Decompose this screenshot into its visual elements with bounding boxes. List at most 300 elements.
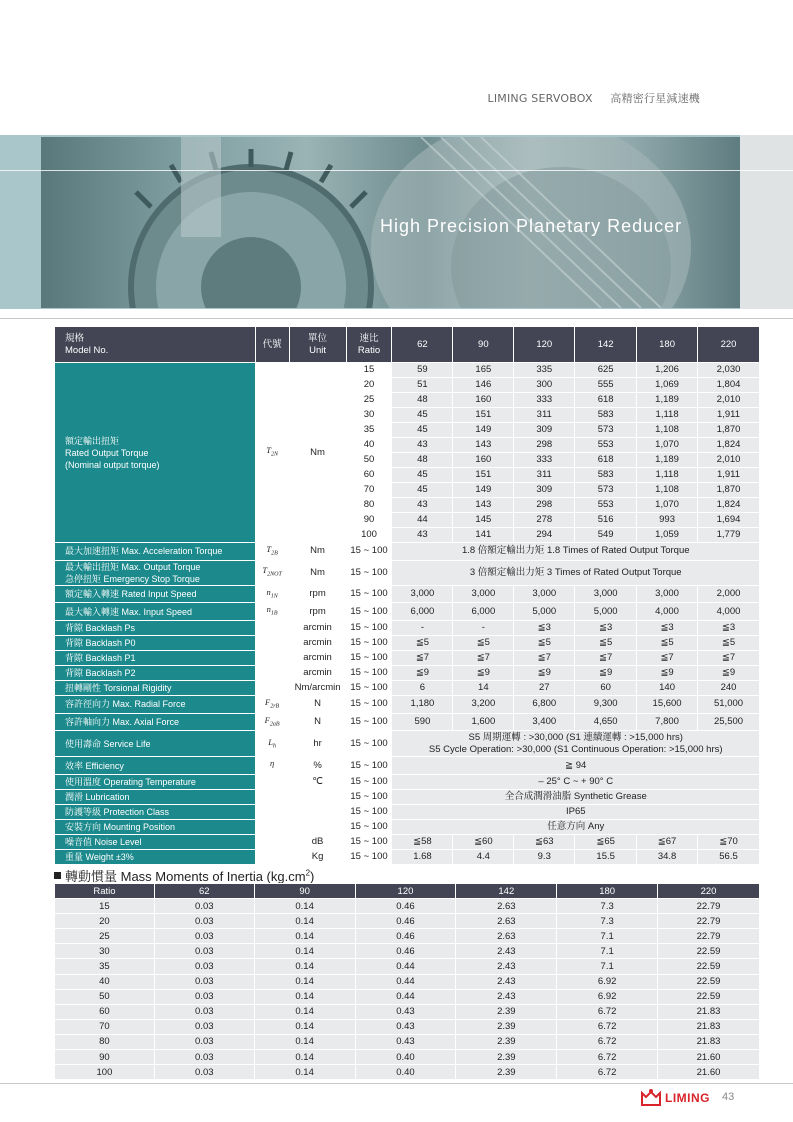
unit-cell: Nm/arcmin: [289, 681, 346, 696]
label-line: Rated Output Torque: [65, 447, 149, 458]
ratio-cell: 15 ~ 100: [346, 790, 392, 805]
symbol-cell: [255, 775, 289, 790]
value-cell: 294: [514, 528, 575, 543]
ratio-cell: 30: [346, 408, 392, 423]
value-cell: 140: [637, 681, 698, 696]
value-cell: 3,000: [575, 585, 637, 603]
row-label: 潤滑 Lubrication: [55, 790, 256, 805]
size-header: 90: [453, 327, 514, 363]
value-cell: ≦7: [392, 651, 453, 666]
row-label: 額定輸入轉速 Rated Input Speed: [55, 585, 256, 603]
value-cell: 45: [392, 408, 453, 423]
value-cell: 2,000: [698, 585, 760, 603]
value-cell: 1.68: [392, 850, 453, 865]
value-cell: 0.44: [355, 974, 456, 989]
ratio-cell: 15 ~ 100: [346, 585, 392, 603]
spec-row: [55, 666, 760, 681]
row-label: 噪音值 Noise Level: [55, 835, 256, 850]
spec-table: [54, 326, 760, 865]
value-cell: 0.43: [355, 1034, 456, 1049]
value-cell: 145: [453, 513, 514, 528]
value-cell: ≦5: [392, 636, 453, 651]
value-cell: ≦63: [514, 835, 575, 850]
value-cell: 15.5: [575, 850, 637, 865]
value-cell: 22.59: [658, 944, 760, 959]
value-cell: ≦5: [514, 636, 575, 651]
unit-cell: [289, 820, 346, 835]
value-cell: 2.39: [456, 1034, 557, 1049]
symbol-cell: [255, 757, 289, 775]
value-cell: 22.79: [658, 929, 760, 944]
symbol: T: [266, 445, 271, 456]
value-cell: 160: [453, 393, 514, 408]
value-cell: 1,108: [637, 423, 698, 438]
value-cell: 0.03: [154, 1050, 254, 1065]
symbol-cell: [255, 805, 289, 820]
symbol-cell: [255, 731, 289, 757]
value-cell: 48: [392, 453, 453, 468]
value-cell: 1,870: [698, 423, 760, 438]
value-cell: 0.46: [355, 914, 456, 929]
value-cell: 21.83: [658, 1004, 760, 1019]
value-cell: 45: [392, 468, 453, 483]
value-cell: 3,000: [637, 585, 698, 603]
inertia-row: [55, 959, 760, 974]
spec-header-row: [55, 327, 760, 363]
value-cell: 300: [514, 378, 575, 393]
symbol: n: [266, 586, 271, 597]
ratio-cell: 35: [55, 959, 155, 974]
value-cell: 43: [392, 438, 453, 453]
inertia-header-cell: 180: [557, 884, 658, 899]
value-cell: 1,804: [698, 378, 760, 393]
value-cell: ≦7: [698, 651, 760, 666]
value-cell: 151: [453, 408, 514, 423]
inertia-header-cell: Ratio: [55, 884, 155, 899]
symbol: η: [269, 758, 275, 769]
value-cell: 0.43: [355, 1019, 456, 1034]
ratio-cell: 15 ~ 100: [346, 621, 392, 636]
symbol-subscript: 1N: [270, 593, 278, 600]
ratio-cell: 100: [346, 528, 392, 543]
label-line: 最大輸出扭矩 Max. Output Torque: [65, 561, 201, 572]
life-line: S5 周期運轉 : >30,000 (S1 連續運轉 : >15,000 hrs): [468, 731, 683, 743]
value-cell: 21.83: [658, 1019, 760, 1034]
inertia-row: [55, 899, 760, 914]
value-cell: 0.03: [154, 974, 254, 989]
value-cell: ≦3: [514, 621, 575, 636]
inertia-header-cell: 220: [658, 884, 760, 899]
ratio-cell: 15 ~ 100: [346, 560, 392, 585]
banner-right-strip: [740, 135, 793, 309]
value-cell: 2,010: [698, 393, 760, 408]
value-cell: 2.63: [456, 929, 557, 944]
value-cell: ≦9: [575, 666, 637, 681]
value-cell: ≦9: [637, 666, 698, 681]
value-cell: 1,694: [698, 513, 760, 528]
inertia-header-cell: 120: [355, 884, 456, 899]
value-cell: 6,800: [514, 696, 575, 714]
row-label: 效率 Efficiency: [55, 757, 256, 775]
value-cell: ≦5: [698, 636, 760, 651]
unit-cell: arcmin: [289, 636, 346, 651]
value-cell: 6,000: [392, 603, 453, 621]
row-label: 安裝方向 Mounting Position: [55, 820, 256, 835]
value-cell: 151: [453, 468, 514, 483]
ratio-cell: 15 ~ 100: [346, 603, 392, 621]
value-cell: 48: [392, 393, 453, 408]
ratio-cell: 20: [55, 914, 155, 929]
value-cell: 3,000: [392, 585, 453, 603]
value-cell: 0.03: [154, 914, 254, 929]
spec-row: [55, 713, 760, 731]
inertia-row: [55, 944, 760, 959]
value-cell: ≦7: [453, 651, 514, 666]
value-cell: 9,300: [575, 696, 637, 714]
unit-cell: [289, 805, 346, 820]
spec-row: [55, 560, 760, 585]
inertia-table: [54, 883, 760, 1080]
value-cell: ≦7: [514, 651, 575, 666]
spec-row: [55, 850, 760, 865]
value-cell: 3,200: [453, 696, 514, 714]
footer-rule: [0, 1083, 793, 1084]
value-cell: 0.14: [254, 929, 355, 944]
symbol-subscript: 1B: [270, 611, 278, 618]
value-cell: 59: [392, 363, 453, 378]
value-cell: 1,206: [637, 363, 698, 378]
spec-row: [55, 731, 760, 757]
value-cell: 6.72: [557, 1050, 658, 1065]
value-cell: 15,600: [637, 696, 698, 714]
size-header: 220: [698, 327, 760, 363]
value-cell: ≦60: [453, 835, 514, 850]
ratio-cell: 15 ~ 100: [346, 757, 392, 775]
merged-value-cell: IP65: [392, 805, 760, 820]
unit-cell: arcmin: [289, 666, 346, 681]
brand-name: LIMING SERVOBOX: [487, 92, 593, 105]
row-label: 使用溫度 Operating Temperature: [55, 775, 256, 790]
value-cell: 553: [575, 498, 637, 513]
value-cell: 573: [575, 483, 637, 498]
ratio-cell: 70: [55, 1019, 155, 1034]
row-label: 最大輸入轉速 Max. Input Speed: [55, 603, 256, 621]
symbol-cell: [255, 713, 289, 731]
value-cell: 6.72: [557, 1065, 658, 1080]
unit-cell: N: [289, 713, 346, 731]
spec-row: [55, 805, 760, 820]
ratio-cell: 20: [346, 378, 392, 393]
row-label: 重量 Weight ±3%: [55, 850, 256, 865]
value-cell: 1,189: [637, 453, 698, 468]
value-cell: 240: [698, 681, 760, 696]
symbol-cell: [255, 835, 289, 850]
value-cell: 1,911: [698, 468, 760, 483]
value-cell: 0.03: [154, 1004, 254, 1019]
value-cell: 516: [575, 513, 637, 528]
value-cell: 298: [514, 438, 575, 453]
value-cell: 34.8: [637, 850, 698, 865]
symbol-subscript: h: [272, 743, 276, 750]
value-cell: 6.92: [557, 989, 658, 1004]
ratio-cell: 40: [55, 974, 155, 989]
value-cell: 0.46: [355, 899, 456, 914]
value-cell: 0.14: [254, 1019, 355, 1034]
value-cell: 0.03: [154, 929, 254, 944]
value-cell: 160: [453, 453, 514, 468]
value-cell: 1,070: [637, 438, 698, 453]
row-label: 扭轉剛性 Torsional Rigidity: [55, 681, 256, 696]
value-cell: 311: [514, 408, 575, 423]
value-cell: 625: [575, 363, 637, 378]
value-cell: 311: [514, 468, 575, 483]
value-cell: 3,000: [453, 585, 514, 603]
symbol-cell: [255, 681, 289, 696]
value-cell: ≦58: [392, 835, 453, 850]
value-cell: ≦67: [637, 835, 698, 850]
inertia-row: [55, 989, 760, 1004]
value-cell: 51: [392, 378, 453, 393]
ratio-cell: 80: [55, 1034, 155, 1049]
row-label: 背隙 Backlash P1: [55, 651, 256, 666]
value-cell: 14: [453, 681, 514, 696]
inertia-row: [55, 929, 760, 944]
model-header: 規格 Model No.: [55, 327, 256, 363]
value-cell: 6: [392, 681, 453, 696]
value-cell: 6.72: [557, 1019, 658, 1034]
value-cell: 2.39: [456, 1019, 557, 1034]
symbol-cell: [255, 585, 289, 603]
ratio-cell: 50: [346, 453, 392, 468]
size-header: 142: [575, 327, 637, 363]
value-cell: 590: [392, 713, 453, 731]
symbol-cell: [255, 363, 289, 543]
row-label: 容許徑向力 Max. Radial Force: [55, 696, 256, 714]
ratio-cell: 25: [346, 393, 392, 408]
value-cell: 309: [514, 483, 575, 498]
value-cell: 21.83: [658, 1034, 760, 1049]
value-cell: 146: [453, 378, 514, 393]
ratio-cell: 80: [346, 498, 392, 513]
symbol-subscript: 2NOT: [267, 572, 282, 579]
symbol-cell: [255, 790, 289, 805]
value-cell: 1,118: [637, 408, 698, 423]
header-subtitle: 高精密行星減速機: [610, 92, 700, 105]
ratio-cell: 15 ~ 100: [346, 775, 392, 790]
value-cell: 7.3: [557, 914, 658, 929]
inertia-row: [55, 1050, 760, 1065]
ratio-cell: 15 ~ 100: [346, 681, 392, 696]
value-cell: 1,911: [698, 408, 760, 423]
inertia-header-cell: 142: [456, 884, 557, 899]
value-cell: ≦5: [575, 636, 637, 651]
code-header: 代號: [255, 327, 289, 363]
spec-row: [55, 757, 760, 775]
merged-value-cell: – 25° C ~ + 90° C: [392, 775, 760, 790]
inertia-header-cell: 90: [254, 884, 355, 899]
value-cell: 6.72: [557, 1004, 658, 1019]
ratio-cell: 15 ~ 100: [346, 636, 392, 651]
label-line: (Nominal output torque): [65, 459, 160, 470]
value-cell: 618: [575, 393, 637, 408]
value-cell: 143: [453, 498, 514, 513]
value-cell: 7.1: [557, 959, 658, 974]
value-cell: ≦65: [575, 835, 637, 850]
symbol-cell: [255, 621, 289, 636]
value-cell: 2.43: [456, 974, 557, 989]
inertia-row: [55, 974, 760, 989]
spec-row: [55, 681, 760, 696]
symbol-cell: [255, 666, 289, 681]
value-cell: 7.1: [557, 929, 658, 944]
ratio-cell: 15: [346, 363, 392, 378]
row-label: 背隙 Backlash P0: [55, 636, 256, 651]
value-cell: 618: [575, 453, 637, 468]
page-number: 43: [722, 1091, 735, 1103]
value-cell: 44: [392, 513, 453, 528]
value-cell: 0.44: [355, 989, 456, 1004]
value-cell: 2,010: [698, 453, 760, 468]
ratio-cell: 15 ~ 100: [346, 713, 392, 731]
value-cell: 43: [392, 498, 453, 513]
value-cell: 2.39: [456, 1004, 557, 1019]
ratio-cell: 15: [55, 899, 155, 914]
spec-row: [55, 775, 760, 790]
value-cell: 0.14: [254, 914, 355, 929]
value-cell: 45: [392, 483, 453, 498]
ratio-cell: 25: [55, 929, 155, 944]
value-cell: ≦9: [514, 666, 575, 681]
value-cell: 1,108: [637, 483, 698, 498]
value-cell: 1,779: [698, 528, 760, 543]
inertia-row: [55, 1065, 760, 1080]
value-cell: 1,059: [637, 528, 698, 543]
value-cell: 6.92: [557, 974, 658, 989]
value-cell: 0.14: [254, 989, 355, 1004]
value-cell: 7.1: [557, 944, 658, 959]
ratio-cell: 15 ~ 100: [346, 850, 392, 865]
value-cell: 2,030: [698, 363, 760, 378]
row-label: 容許軸向力 Max. Axial Force: [55, 713, 256, 731]
ratio-cell: 15 ~ 100: [346, 666, 392, 681]
value-cell: 1,189: [637, 393, 698, 408]
ratio-header: 速比 Ratio: [346, 327, 392, 363]
ratio-cell: 15 ~ 100: [346, 543, 392, 561]
size-header: 180: [637, 327, 698, 363]
ratio-cell: 60: [346, 468, 392, 483]
value-cell: 549: [575, 528, 637, 543]
ratio-cell: 15 ~ 100: [346, 651, 392, 666]
spec-row: [55, 790, 760, 805]
inertia-header-row: [55, 884, 760, 899]
value-cell: 583: [575, 408, 637, 423]
inertia-header-cell: 62: [154, 884, 254, 899]
value-cell: 0.14: [254, 944, 355, 959]
ratio-cell: 15 ~ 100: [346, 731, 392, 757]
value-cell: 0.03: [154, 1034, 254, 1049]
value-cell: 1,824: [698, 438, 760, 453]
value-cell: 1,069: [637, 378, 698, 393]
merged-value-cell: [392, 731, 760, 757]
symbol-cell: [255, 603, 289, 621]
value-cell: 0.46: [355, 944, 456, 959]
value-cell: 333: [514, 393, 575, 408]
value-cell: 0.03: [154, 1019, 254, 1034]
value-cell: 25,500: [698, 713, 760, 731]
value-cell: 1,600: [453, 713, 514, 731]
unit-cell: rpm: [289, 603, 346, 621]
bullet-square-icon: [54, 872, 61, 879]
value-cell: 27: [514, 681, 575, 696]
value-cell: 0.14: [254, 974, 355, 989]
value-cell: ≦3: [637, 621, 698, 636]
value-cell: ≦9: [698, 666, 760, 681]
value-cell: 3,000: [514, 585, 575, 603]
symbol: L: [268, 736, 273, 747]
unit-cell: N: [289, 696, 346, 714]
value-cell: 149: [453, 423, 514, 438]
value-cell: 0.03: [154, 959, 254, 974]
rated-torque-label: [55, 363, 256, 543]
unit-cell: rpm: [289, 585, 346, 603]
symbol-cell: [255, 636, 289, 651]
value-cell: 6,000: [453, 603, 514, 621]
value-cell: 143: [453, 438, 514, 453]
unit-cell: arcmin: [289, 621, 346, 636]
row-label: [55, 560, 256, 585]
value-cell: 0.44: [355, 959, 456, 974]
value-cell: 993: [637, 513, 698, 528]
size-header: 120: [514, 327, 575, 363]
unit-cell: hr: [289, 731, 346, 757]
value-cell: ≦5: [453, 636, 514, 651]
value-cell: 0.03: [154, 1065, 254, 1080]
value-cell: 22.59: [658, 974, 760, 989]
spec-row: [55, 651, 760, 666]
symbol-cell: [255, 560, 289, 585]
value-cell: 2.63: [456, 899, 557, 914]
merged-value-cell: 全合成潤滑油脂 Synthetic Grease: [392, 790, 760, 805]
value-cell: 9.3: [514, 850, 575, 865]
value-cell: 309: [514, 423, 575, 438]
merged-value-cell: 任意方向 Any: [392, 820, 760, 835]
symbol-subscript: 2aB: [269, 721, 280, 728]
value-cell: 0.14: [254, 1050, 355, 1065]
value-cell: 3,400: [514, 713, 575, 731]
spec-row: [55, 820, 760, 835]
value-cell: 335: [514, 363, 575, 378]
ratio-cell: 50: [55, 989, 155, 1004]
symbol: T: [266, 544, 272, 554]
value-cell: 22.59: [658, 959, 760, 974]
value-cell: 2.39: [456, 1050, 557, 1065]
value-cell: 21.60: [658, 1065, 760, 1080]
ratio-cell: 15 ~ 100: [346, 696, 392, 714]
unit-cell: Kg: [289, 850, 346, 865]
spec-row: [55, 585, 760, 603]
liming-logo-icon: [641, 1088, 661, 1106]
value-cell: 0.40: [355, 1050, 456, 1065]
symbol-subscript: 2rB: [270, 703, 280, 710]
page-header: [0, 90, 700, 106]
unit-cell: Nm: [289, 363, 346, 543]
value-cell: 22.79: [658, 914, 760, 929]
value-cell: 583: [575, 468, 637, 483]
value-cell: ≦5: [637, 636, 698, 651]
symbol: F: [264, 697, 271, 708]
value-cell: 4,000: [637, 603, 698, 621]
value-cell: 2.39: [456, 1065, 557, 1080]
